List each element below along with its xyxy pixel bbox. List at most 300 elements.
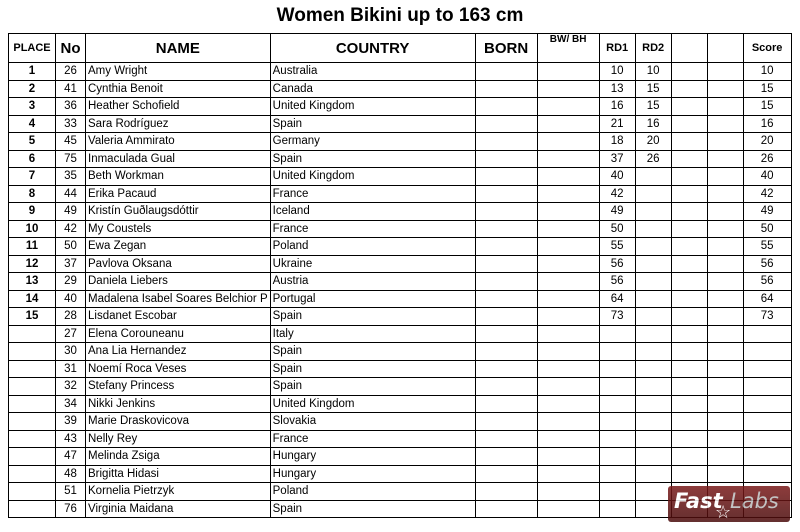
cell-name: Lisdanet Escobar [86,308,271,326]
cell-empty-bw [537,238,599,256]
cell-empty-bw [537,360,599,378]
table-row [9,168,792,186]
cell-empty-extra [671,238,707,256]
cell-empty-extra [671,115,707,133]
cell-rd1 [599,430,635,448]
cell-country: Portugal [270,290,475,308]
cell-empty-born [475,115,537,133]
cell-place: 4 [9,115,56,133]
cell-place: 10 [9,220,56,238]
cell-no: 35 [56,168,86,186]
cell-no: 36 [56,98,86,116]
cell-empty-extra [671,308,707,326]
cell-place: 8 [9,185,56,203]
cell-place: 13 [9,273,56,291]
cell-place: 2 [9,80,56,98]
cell-name: Noemí Roca Veses [86,360,271,378]
cell-no: 31 [56,360,86,378]
cell-country: Spain [270,308,475,326]
cell-no: 40 [56,290,86,308]
table-row [9,63,792,81]
cell-no: 50 [56,238,86,256]
cell-score: 56 [743,273,791,291]
cell-empty-extra [671,465,707,483]
cell-score [743,413,791,431]
cell-rd2: 15 [635,80,671,98]
table-row [9,465,792,483]
cell-empty-bw [537,413,599,431]
col-header-country: COUNTRY [270,34,475,63]
cell-no: 47 [56,448,86,466]
cell-empty-born [475,220,537,238]
cell-rd2 [635,220,671,238]
cell-empty-bw [537,133,599,151]
cell-empty-extra [707,308,743,326]
cell-empty-bw [537,115,599,133]
cell-empty-extra [707,448,743,466]
cell-name: Madalena Isabel Soares Belchior P [86,290,271,308]
cell-empty-born [475,255,537,273]
cell-rd1 [599,448,635,466]
cell-empty-extra [671,430,707,448]
cell-name: Melinda Zsiga [86,448,271,466]
cell-score: 55 [743,238,791,256]
cell-no: 30 [56,343,86,361]
cell-name: Virginia Maidana [86,500,271,518]
cell-no: 34 [56,395,86,413]
cell-rd2: 15 [635,98,671,116]
cell-score: 16 [743,115,791,133]
cell-name: Sara Rodríguez [86,115,271,133]
cell-country: Slovakia [270,413,475,431]
cell-empty-born [475,290,537,308]
cell-name: Brigitta Hidasi [86,465,271,483]
results-table [8,33,792,518]
cell-place [9,465,56,483]
cell-empty-extra [707,63,743,81]
cell-empty-extra [671,273,707,291]
fastlabs-watermark-logo [668,486,790,522]
cell-name: Erika Pacaud [86,185,271,203]
cell-rd1 [599,483,635,501]
cell-score: 10 [743,63,791,81]
cell-empty-bw [537,98,599,116]
cell-rd1 [599,325,635,343]
cell-score [743,325,791,343]
cell-empty-extra [671,413,707,431]
cell-rd2: 20 [635,133,671,151]
col-header-rd2: RD2 [635,34,671,63]
table-row [9,378,792,396]
cell-empty-extra [707,343,743,361]
cell-empty-extra [671,133,707,151]
cell-name: Marie Draskovicova [86,413,271,431]
cell-country: Ukraine [270,255,475,273]
cell-score [743,448,791,466]
cell-rd2: 10 [635,63,671,81]
col-header-bw-bh: BW/ BH [537,34,599,63]
results-body [9,63,792,518]
cell-rd2 [635,255,671,273]
cell-empty-extra [707,238,743,256]
cell-score: 20 [743,133,791,151]
table-row [9,238,792,256]
cell-name: Ana Lia Hernandez [86,343,271,361]
cell-empty-extra [671,203,707,221]
cell-rd2 [635,308,671,326]
cell-rd1 [599,500,635,518]
cell-place: 11 [9,238,56,256]
cell-country: Iceland [270,203,475,221]
table-row [9,413,792,431]
cell-empty-born [475,80,537,98]
cell-rd2 [635,290,671,308]
cell-empty-extra [671,395,707,413]
cell-no: 51 [56,483,86,501]
cell-name: My Coustels [86,220,271,238]
cell-empty-bw [537,325,599,343]
cell-empty-extra [707,255,743,273]
cell-country: Hungary [270,448,475,466]
cell-rd1: 10 [599,63,635,81]
cell-empty-extra [707,220,743,238]
cell-country: United Kingdom [270,168,475,186]
cell-rd1 [599,413,635,431]
cell-empty-born [475,185,537,203]
cell-rd1: 49 [599,203,635,221]
table-header-row [9,34,792,63]
cell-rd1: 64 [599,290,635,308]
cell-rd2 [635,203,671,221]
cell-rd2 [635,273,671,291]
cell-empty-extra [671,360,707,378]
cell-place: 14 [9,290,56,308]
cell-name: Nikki Jenkins [86,395,271,413]
cell-score: 42 [743,185,791,203]
table-row [9,448,792,466]
table-row [9,395,792,413]
cell-rd2 [635,185,671,203]
cell-empty-bw [537,80,599,98]
cell-score [743,430,791,448]
cell-empty-extra [707,203,743,221]
cell-name: Ewa Zegan [86,238,271,256]
cell-country: France [270,220,475,238]
table-row [9,98,792,116]
cell-country: Germany [270,133,475,151]
cell-rd1: 16 [599,98,635,116]
cell-country: Canada [270,80,475,98]
cell-no: 43 [56,430,86,448]
col-header-born: BORN [475,34,537,63]
cell-empty-born [475,325,537,343]
cell-rd1: 40 [599,168,635,186]
cell-name: Nelly Rey [86,430,271,448]
cell-no: 45 [56,133,86,151]
table-row [9,325,792,343]
cell-rd2 [635,483,671,501]
cell-place [9,483,56,501]
cell-empty-born [475,483,537,501]
cell-empty-extra [707,378,743,396]
cell-score [743,343,791,361]
cell-name: Pavlova Oksana [86,255,271,273]
cell-country: United Kingdom [270,395,475,413]
cell-empty-extra [671,150,707,168]
cell-place [9,413,56,431]
cell-empty-bw [537,395,599,413]
cell-no: 44 [56,185,86,203]
cell-place [9,430,56,448]
cell-country: Spain [270,378,475,396]
cell-score: 56 [743,255,791,273]
cell-empty-extra [707,325,743,343]
cell-rd2 [635,465,671,483]
cell-rd2 [635,395,671,413]
cell-place [9,500,56,518]
cell-rd1 [599,360,635,378]
cell-country: Spain [270,500,475,518]
cell-empty-bw [537,255,599,273]
cell-empty-born [475,133,537,151]
cell-empty-extra [671,378,707,396]
cell-empty-extra [707,115,743,133]
cell-empty-bw [537,185,599,203]
cell-rd2: 16 [635,115,671,133]
cell-empty-bw [537,220,599,238]
cell-empty-bw [537,500,599,518]
cell-empty-bw [537,483,599,501]
cell-empty-extra [671,80,707,98]
cell-no: 37 [56,255,86,273]
cell-score: 73 [743,308,791,326]
cell-rd1 [599,465,635,483]
cell-score [743,395,791,413]
cell-empty-born [475,203,537,221]
cell-empty-extra [707,413,743,431]
cell-score: 64 [743,290,791,308]
cell-rd1: 55 [599,238,635,256]
cell-empty-extra [671,185,707,203]
cell-no: 33 [56,115,86,133]
cell-empty-extra [671,63,707,81]
cell-place: 6 [9,150,56,168]
cell-empty-extra [707,465,743,483]
cell-place [9,360,56,378]
table-row [9,133,792,151]
cell-place: 1 [9,63,56,81]
star-icon: ☆ [715,502,732,522]
cell-no: 42 [56,220,86,238]
cell-rd2 [635,168,671,186]
cell-empty-bw [537,378,599,396]
cell-rd1 [599,343,635,361]
cell-empty-born [475,378,537,396]
cell-empty-bw [537,290,599,308]
cell-rd2: 26 [635,150,671,168]
cell-no: 39 [56,413,86,431]
cell-rd1: 37 [599,150,635,168]
cell-place: 7 [9,168,56,186]
cell-rd2 [635,238,671,256]
cell-place: 9 [9,203,56,221]
cell-empty-bw [537,308,599,326]
table-row [9,220,792,238]
cell-name: Stefany Princess [86,378,271,396]
cell-rd1: 18 [599,133,635,151]
cell-name: Inmaculada Gual [86,150,271,168]
cell-rd2 [635,448,671,466]
col-header-place: PLACE [9,34,56,63]
cell-rd2 [635,360,671,378]
cell-name: Kornelia Pietrzyk [86,483,271,501]
table-row [9,273,792,291]
cell-country: Spain [270,360,475,378]
cell-empty-bw [537,273,599,291]
cell-score: 40 [743,168,791,186]
cell-no: 28 [56,308,86,326]
cell-empty-born [475,448,537,466]
cell-empty-born [475,395,537,413]
cell-no: 27 [56,325,86,343]
cell-rd1: 42 [599,185,635,203]
cell-empty-born [475,168,537,186]
cell-empty-extra [707,395,743,413]
cell-empty-born [475,413,537,431]
cell-empty-extra [671,255,707,273]
cell-country: Austria [270,273,475,291]
cell-rd1 [599,378,635,396]
cell-empty-bw [537,63,599,81]
table-row [9,185,792,203]
cell-empty-extra [707,168,743,186]
table-row [9,430,792,448]
cell-empty-born [475,98,537,116]
table-row [9,203,792,221]
cell-place: 15 [9,308,56,326]
cell-empty-extra [671,168,707,186]
cell-score: 15 [743,80,791,98]
page-title: Women Bikini up to 163 cm [276,5,524,26]
table-row [9,115,792,133]
cell-empty-extra [707,80,743,98]
cell-name: Cynthia Benoit [86,80,271,98]
cell-country: France [270,430,475,448]
cell-score: 49 [743,203,791,221]
cell-empty-extra [671,290,707,308]
cell-score: 15 [743,98,791,116]
cell-empty-born [475,360,537,378]
cell-name: Kristín Guðlaugsdóttir [86,203,271,221]
table-row [9,308,792,326]
cell-empty-bw [537,203,599,221]
cell-rd2 [635,343,671,361]
cell-empty-extra [707,273,743,291]
cell-empty-extra [707,360,743,378]
cell-empty-bw [537,465,599,483]
cell-no: 32 [56,378,86,396]
cell-place [9,378,56,396]
cell-place [9,395,56,413]
cell-empty-born [475,273,537,291]
cell-country: Spain [270,115,475,133]
table-row [9,255,792,273]
col-header-extra1 [671,34,707,63]
cell-empty-bw [537,430,599,448]
cell-no: 29 [56,273,86,291]
cell-score [743,360,791,378]
cell-place [9,325,56,343]
cell-empty-born [475,465,537,483]
col-header-extra2 [707,34,743,63]
cell-name: Beth Workman [86,168,271,186]
col-header-rd1: RD1 [599,34,635,63]
cell-place [9,448,56,466]
cell-empty-born [475,500,537,518]
cell-name: Elena Corouneanu [86,325,271,343]
cell-empty-extra [671,325,707,343]
cell-empty-extra [707,98,743,116]
cell-rd2 [635,378,671,396]
table-row [9,150,792,168]
cell-empty-extra [707,430,743,448]
cell-empty-born [475,238,537,256]
cell-country: Poland [270,483,475,501]
cell-rd2 [635,325,671,343]
cell-rd1: 56 [599,255,635,273]
cell-rd1: 13 [599,80,635,98]
cell-score [743,465,791,483]
cell-empty-born [475,430,537,448]
cell-no: 26 [56,63,86,81]
table-row [9,80,792,98]
cell-name: Daniela Liebers [86,273,271,291]
cell-rd1: 56 [599,273,635,291]
cell-country: United Kingdom [270,98,475,116]
cell-empty-bw [537,343,599,361]
cell-empty-extra [707,185,743,203]
cell-place: 3 [9,98,56,116]
cell-place: 12 [9,255,56,273]
cell-empty-extra [707,290,743,308]
cell-empty-extra [671,98,707,116]
table-row [9,290,792,308]
cell-place: 5 [9,133,56,151]
cell-country: Italy [270,325,475,343]
table-row [9,360,792,378]
cell-score: 50 [743,220,791,238]
cell-country: Australia [270,63,475,81]
cell-place [9,343,56,361]
cell-country: Spain [270,343,475,361]
cell-rd1: 50 [599,220,635,238]
cell-rd2 [635,430,671,448]
cell-country: Poland [270,238,475,256]
cell-rd1 [599,395,635,413]
cell-no: 76 [56,500,86,518]
cell-country: Hungary [270,465,475,483]
table-row [9,343,792,361]
cell-empty-extra [671,220,707,238]
cell-name: Heather Schofield [86,98,271,116]
watermark-brand-fast: Fast [674,489,723,513]
cell-no: 75 [56,150,86,168]
watermark-brand-labs: Labs [730,489,779,513]
cell-rd2 [635,500,671,518]
cell-country: Spain [270,150,475,168]
cell-empty-extra [707,150,743,168]
cell-no: 49 [56,203,86,221]
